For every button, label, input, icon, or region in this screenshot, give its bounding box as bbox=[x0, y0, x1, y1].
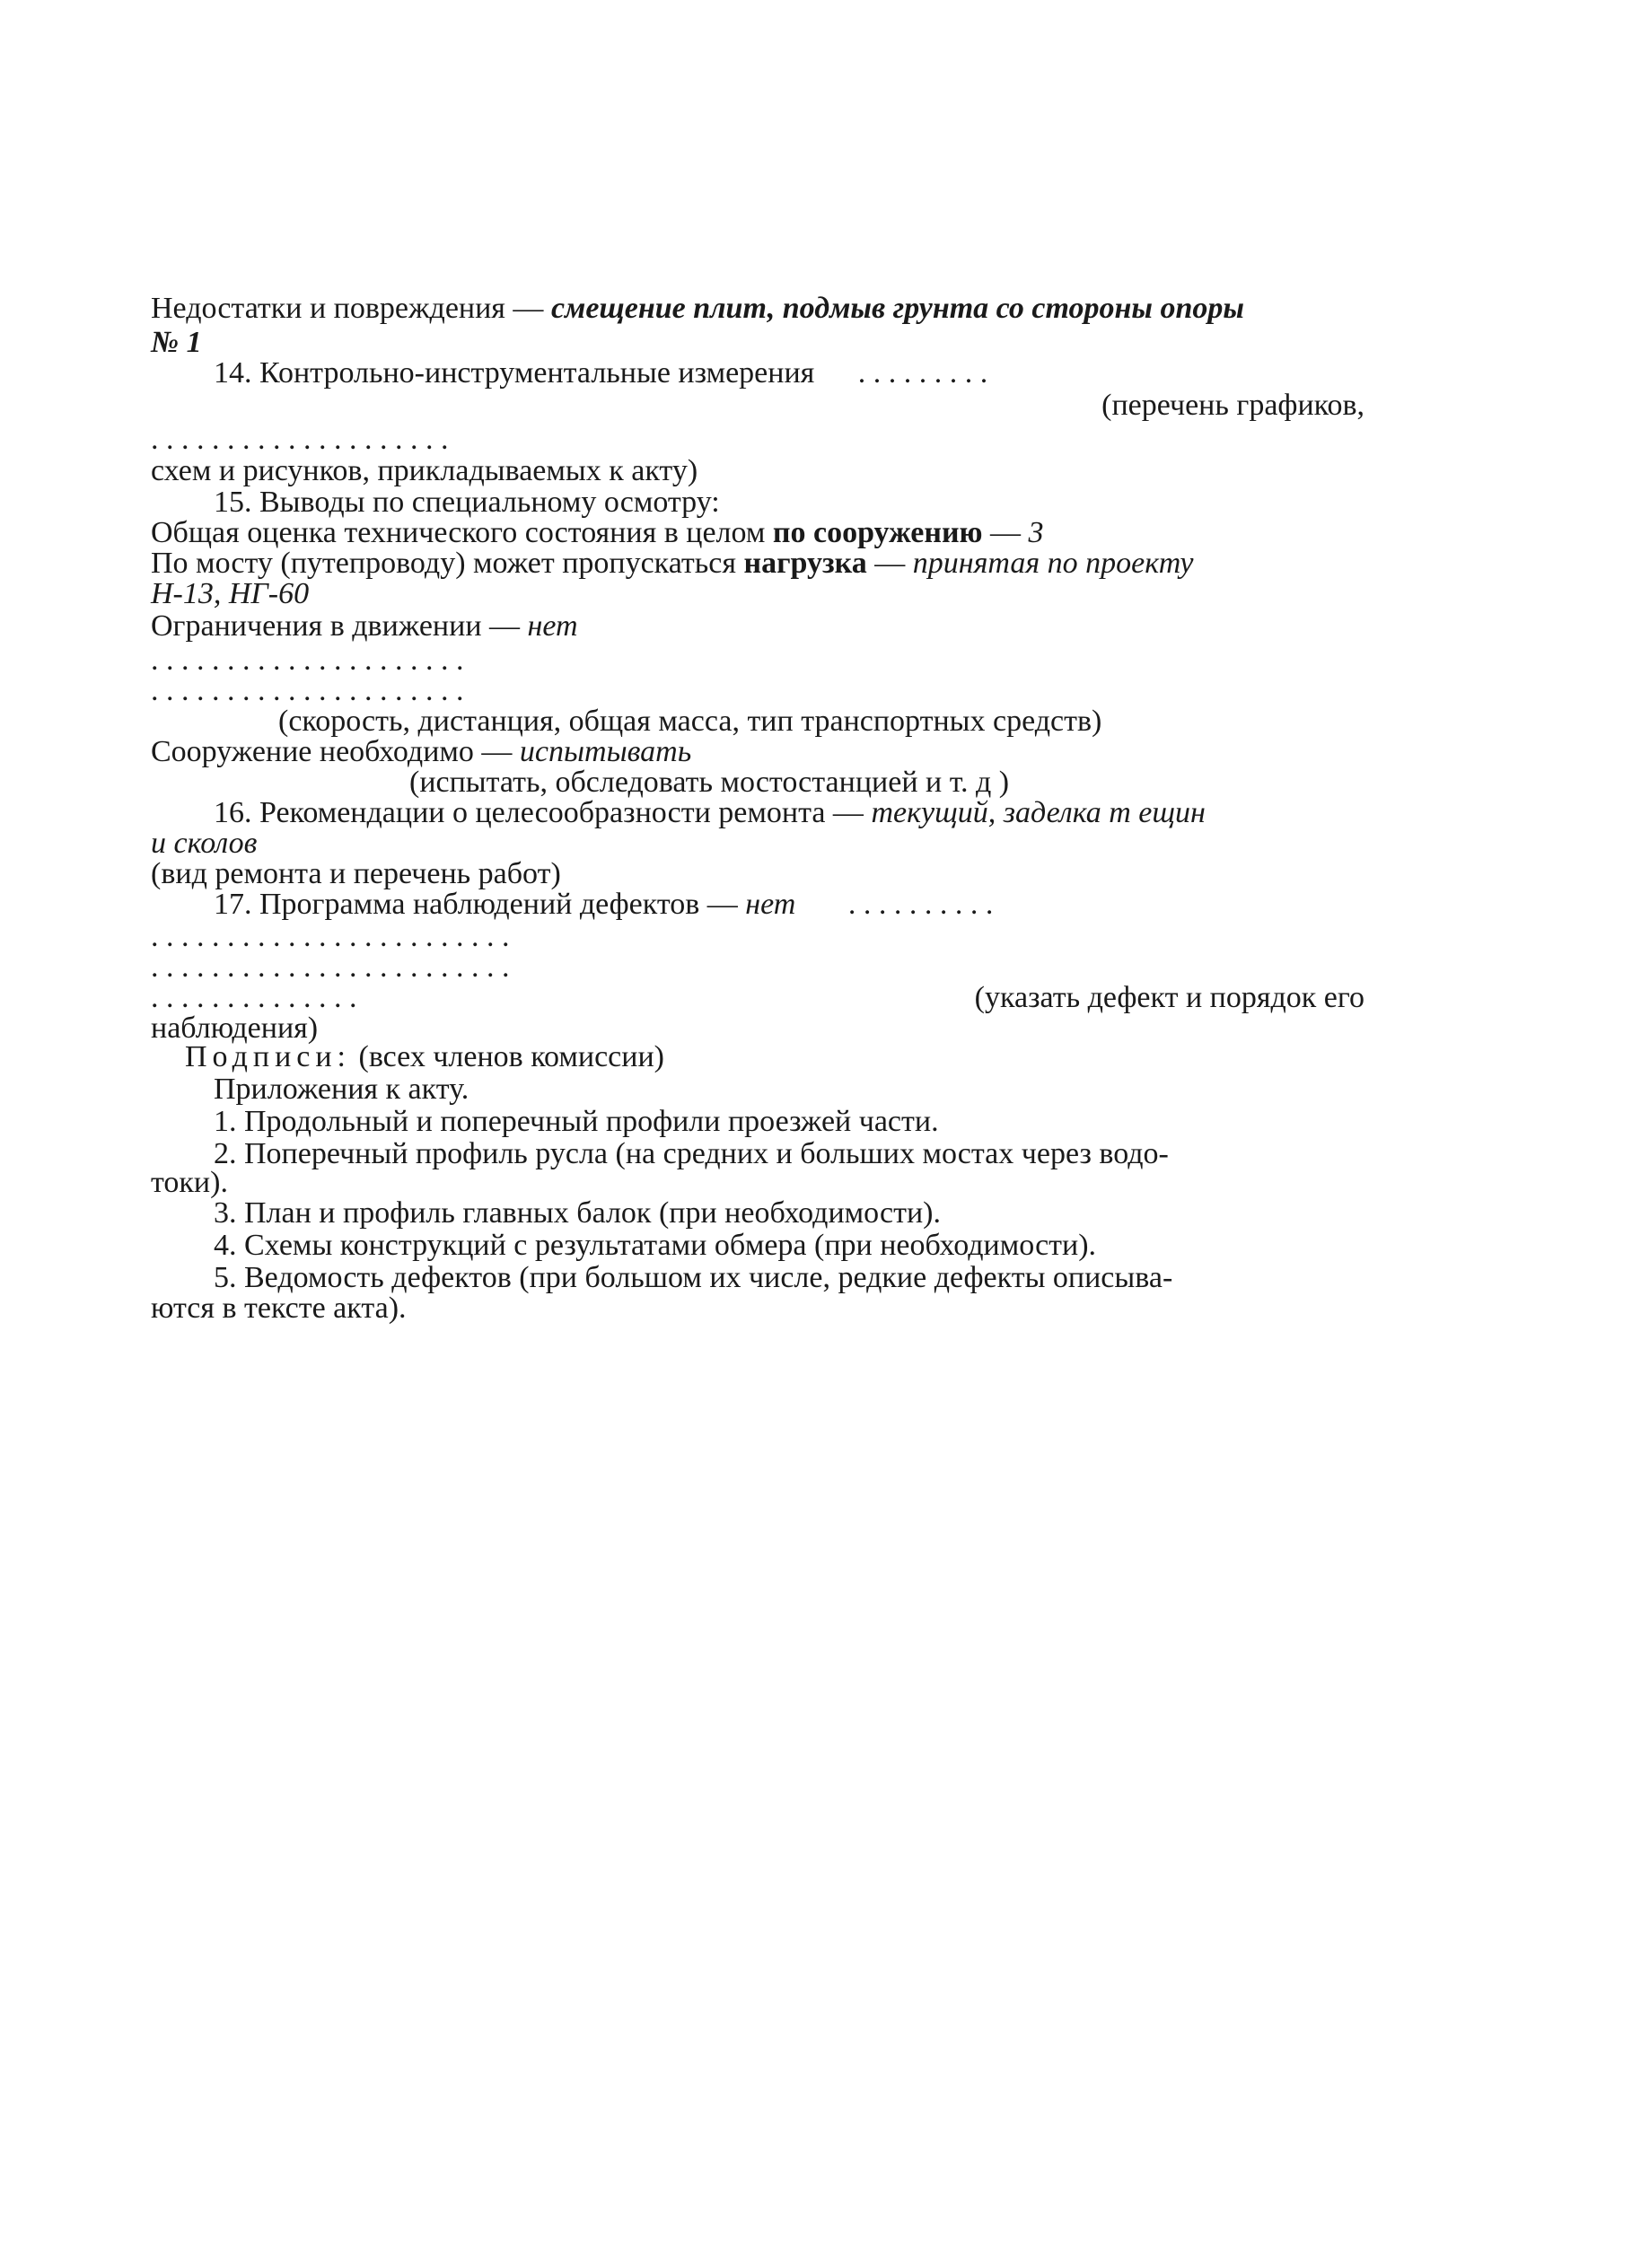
item17-hint-2: наблюдения) bbox=[151, 1011, 319, 1045]
defects-label: Недостатки и повреждения — bbox=[151, 292, 544, 325]
item16-value: текущий, заделка т ещин bbox=[871, 796, 1206, 829]
appendix-item-5-cont: ются в тексте акта). bbox=[151, 1292, 407, 1325]
appendix-item-2-cont: токи). bbox=[151, 1166, 228, 1199]
limits-hint: (скорость, дистанция, общая масса, тип транспортных средств) bbox=[278, 705, 1102, 738]
signatures-line bbox=[185, 1039, 1364, 1075]
appendix-item-1: 1. Продольный и поперечный профили проезжей части. bbox=[214, 1105, 939, 1138]
item16-hint: (вид ремонта и перечень работ) bbox=[151, 857, 561, 890]
structure-hint: (испытать, обследовать мостостанцией и т. д ) bbox=[409, 766, 1010, 799]
overall-label: Общая оценка технического состояния в целом bbox=[151, 516, 766, 549]
item17-label: 17. Программа наблюдений дефектов — bbox=[214, 888, 738, 921]
item15-heading: 15. Выводы по специальному осмотру: bbox=[214, 486, 720, 519]
dots-row-f: . . . . . . . . . . . . . . bbox=[151, 981, 357, 1014]
dots-row-d: . . . . . . . . . . . . . . . . . . . . . . . . bbox=[151, 920, 510, 953]
appendix-item-4: 4. Схемы конструкций с результатами обмера (при необходимости). bbox=[214, 1229, 1097, 1262]
load-label: По мосту (путепроводу) может пропускаться bbox=[151, 547, 736, 580]
item14-line bbox=[214, 355, 1364, 391]
appendix-item-5: 5. Ведомость дефектов (при большом их числе, редкие дефекты описыва- bbox=[214, 1261, 1173, 1294]
defects-line bbox=[151, 291, 1364, 327]
item17-hint: (указать дефект и порядок его bbox=[974, 981, 1364, 1014]
item17-line bbox=[214, 887, 1364, 923]
limits-label: Ограничения в движении — bbox=[151, 609, 521, 643]
item17-value: нет bbox=[745, 888, 796, 921]
appendix-item-2: 2. Поперечный профиль русла (на средних и больших мостах через водо- bbox=[214, 1137, 1169, 1170]
structure-value: испытывать bbox=[519, 735, 692, 768]
load-value: принятая по проекту bbox=[912, 547, 1194, 580]
limits-value: нет bbox=[527, 609, 578, 643]
defects-line-cont: № 1 bbox=[151, 326, 202, 359]
overall-value: 3 bbox=[1028, 516, 1044, 549]
appendix-title: Приложения к акту. bbox=[214, 1073, 469, 1106]
overall-bold: по сооружению bbox=[772, 516, 983, 549]
dots-row-e: . . . . . . . . . . . . . . . . . . . . . . . . bbox=[151, 950, 510, 984]
dots-row-c: . . . . . . . . . . . . . . . . . . . . . bbox=[151, 674, 464, 707]
dots-row-b: . . . . . . . . . . . . . . . . . . . . . bbox=[151, 644, 464, 677]
limits-line bbox=[151, 609, 1364, 644]
overall-dash: — bbox=[982, 516, 1029, 549]
item17-dots: . . . . . . . . . . bbox=[847, 888, 994, 921]
signatures-note: (всех членов комиссии) bbox=[358, 1040, 664, 1073]
item16-line-cont: и сколов bbox=[151, 827, 258, 860]
dots-row-a: . . . . . . . . . . . . . . . . . . . . bbox=[151, 423, 449, 456]
structure-label: Сооружение необходимо — bbox=[151, 735, 513, 768]
item14-dots: . . . . . . . . . bbox=[857, 356, 988, 390]
item14-hint-2: схем и рисунков, прикладываемых к акту) bbox=[151, 454, 698, 487]
defects-value: смещение плит, подмыв грунта со стороны опоры bbox=[550, 292, 1244, 325]
item14-label: 14. Контрольно-инструментальные измерения bbox=[214, 356, 815, 390]
load-bold: нагрузка bbox=[743, 547, 867, 580]
item16-label: 16. Рекомендации о целесообразности ремонта — bbox=[214, 796, 864, 829]
load-line-cont: Н-13, НГ-60 bbox=[151, 577, 310, 610]
appendix-item-3: 3. План и профиль главных балок (при необходимости). bbox=[214, 1196, 941, 1230]
load-dash: — bbox=[866, 547, 913, 580]
signatures-label: Подписи: bbox=[185, 1040, 351, 1073]
item14-hint: (перечень графиков, bbox=[1101, 389, 1364, 422]
